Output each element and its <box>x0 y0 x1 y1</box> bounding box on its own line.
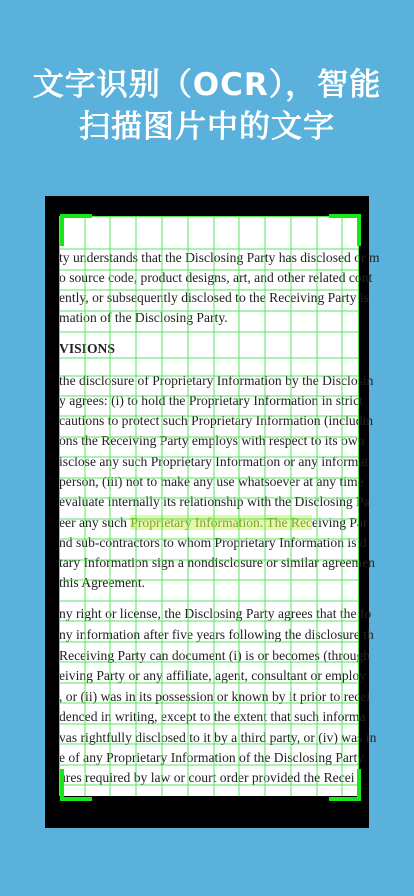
doc-line: ures required by law or court order provided the Recei <box>59 770 355 785</box>
doc-line-suffix: eiving Par <box>312 515 368 530</box>
doc-line: ently, or subsequently disclosed to the Receiving Party is <box>59 290 369 305</box>
doc-line: vas rightfully disclosed to it by a third party, or (iv) was in <box>59 730 377 745</box>
headline-line-1: 文字识别（OCR），智能 <box>32 67 382 103</box>
doc-line: person, (iii) not to make any use whatsoever at any time <box>59 474 364 489</box>
doc-line: the disclosure of Proprietary Information by the Disclosin <box>59 373 374 388</box>
doc-line: nd sub-contractors to whom Proprietary Information is d <box>59 535 367 550</box>
scan-corner-bottom-right-icon[interactable] <box>329 769 361 801</box>
doc-line: ons the Receiving Party employs with respect to its own <box>59 433 365 448</box>
doc-line: o source code, product designs, art, and other related cont <box>59 270 373 285</box>
headline <box>0 64 414 148</box>
doc-line: ny right or license, the Disclosing Party agrees that the fo <box>59 606 372 621</box>
scan-corner-top-left-icon[interactable] <box>60 214 92 246</box>
doc-line: Receiving Party can document (i) is or becomes (through <box>59 648 371 663</box>
doc-line: eiving Party or any affiliate, agent, consultant or employ <box>59 668 367 683</box>
doc-line: tary Information sign a nondisclosure or similar agreemen <box>59 555 375 570</box>
doc-line-prefix: eer any such <box>59 515 131 530</box>
doc-line: e of any Proprietary Information of the Disclosing Party. <box>59 750 367 765</box>
scan-corner-top-right-icon[interactable] <box>329 214 361 246</box>
doc-line: ty understands that the Disclosing Party has disclosed or m <box>59 250 380 265</box>
doc-line: mation of the Disclosing Party. <box>59 310 228 325</box>
doc-line: cautions to protect such Proprietary Information (includin <box>59 413 374 428</box>
doc-section-heading: VISIONS <box>59 341 115 356</box>
doc-line: isclose any such Proprietary Information or any informat <box>59 454 369 469</box>
recognized-text-highlight: Proprietary Information. The Rec <box>130 515 313 530</box>
doc-line: y agrees: (i) to hold the Proprietary Information in strict <box>59 393 363 408</box>
doc-line: this Agreement. <box>59 575 146 590</box>
doc-line: denced in writing, except to the extent that such informa <box>59 709 366 724</box>
scan-corner-bottom-left-icon[interactable] <box>60 769 92 801</box>
doc-line: evaluate internally its relationship with the Disclosing Pa <box>59 494 370 509</box>
doc-line: ny information after five years following the disclosure th <box>59 627 374 642</box>
doc-line: , or (ii) was in its possession or known by it prior to recei <box>59 689 371 704</box>
headline-line-2: 扫描图片中的文字 <box>79 109 335 145</box>
doc-line-highlighted <box>59 514 368 532</box>
scanned-document <box>59 216 380 796</box>
document-text <box>59 216 380 796</box>
